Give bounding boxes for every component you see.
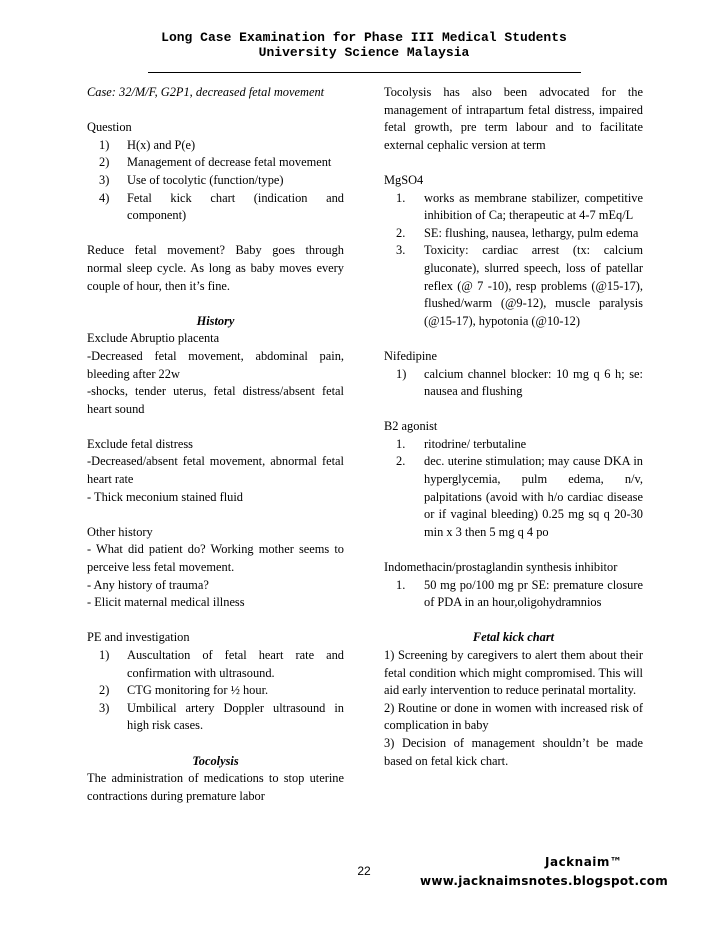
header-subtitle: University Science Malaysia [258,45,470,60]
b2-heading: B2 agonist [384,419,438,434]
tocolysis-paragraph: The administration of medications to stop uterine contractions during premature labor [87,771,344,803]
text-line: -shocks, tender uterus, fetal distress/absent fetal heart sound [87,384,344,416]
header-title: Long Case Examination for Phase III Medical Students [161,30,567,45]
list-item: 2. dec. uterine stimulation; may cause DKA in hyperglycemia, pulm edema, n/v, palpitations (avoid with h/o cardiac disease or if vaginal bleeding) 0.25 mg sq q 20-30 min x 3 then 5 mg q 4 po [396,454,643,539]
list-item: 3) Umbilical artery Doppler ultrasound in high risk cases. [99,700,344,733]
text-line: - Thick meconium stained fluid [87,489,243,504]
case-line: Case: 32/M/F, G2P1, decreased fetal movement [87,85,325,99]
list-item: 1) Auscultation of fetal heart rate and confirmation with ultrasound. [99,648,344,680]
list-item: 3) Use of tocolytic (function/type) [99,172,284,187]
b2-list [384,436,643,542]
text-line: 2) Routine or done in women with increased risk of complication in baby [384,700,643,733]
list-item: 2) CTG monitoring for ½ hour. [99,683,269,698]
question-title: Question [87,120,132,135]
pe-list [87,647,344,735]
list-item: 1. works as membrane stabilizer, competitive inhibition of Ca; therapeutic at 4-7 mEq/L [396,190,643,223]
nifedipine-list [384,366,643,401]
mgso4-list [384,190,643,331]
text-line: -Decreased fetal movement, abdominal pain, bleeding after 22w [87,348,344,381]
list-item: 1. ritodrine/ terbutaline [396,436,527,451]
brand-watermark: Jacknaim™ [545,855,623,869]
header-rule [148,72,581,73]
list-item: 1. 50 mg po/100 mg pr SE: premature closure of PDA in an hour,oligohydramnios [396,577,643,610]
tocolysis-continued: Tocolysis has also been advocated for the management of intrapartum fetal distress, impaired fetal growth, pre term labour and to facilitate external cephalic version at term [384,85,643,152]
list-item: 3. Toxicity: cardiac arrest (tx: calcium gluconate), slurred speech, loss of patellar reflex (@ 7 -10), resp problems (@15-17), flushed/warm (@9-12), muscle paralysis (@15-17), hypotonia (@10-12) [396,243,643,328]
list-item: 2) Management of decrease fetal movement [99,155,332,170]
pe-heading: PE and investigation [87,630,190,645]
text-line: - Any history of trauma? [87,577,209,592]
text-line: 1) Screening by caregivers to alert them about their fetal condition which might compromised. This will aid early intervention to reduce perinatal mortality. [384,648,643,698]
list-item: 4) Fetal kick chart (indication and component) [99,190,344,223]
mgso4-heading: MgSO4 [384,172,424,187]
text-line: Exclude fetal distress [87,436,193,451]
text-line: Other history [87,524,153,539]
document-header [0,30,728,60]
history-heading: History [196,313,235,328]
list-item: 2. SE: flushing, nausea, lethargy, pulm edema [396,225,639,240]
question-list [87,137,344,225]
indomethacin-heading: Indomethacin/prostaglandin synthesis inhibitor [384,560,618,575]
list-item: 1) calcium channel blocker: 10 mg q 6 h; se: nausea and flushing [396,366,643,399]
text-line: - Elicit maternal medical illness [87,595,245,610]
page-number: 22 [357,864,371,878]
nifedipine-heading: Nifedipine [384,348,437,363]
reduce-paragraph: Reduce fetal movement? Baby goes through normal sleep cycle. As long as baby moves every couple of hour, then it’s fine. [87,243,344,293]
text-line: 3) Decision of management shouldn’t be made based on fetal kick chart. [384,735,643,768]
url-watermark: www.jacknaimsnotes.blogspot.com [420,874,669,888]
kick-chart-heading: Fetal kick chart [472,630,555,645]
text-line: - What did patient do? Working mother seems to perceive less fetal movement. [87,542,344,575]
right-column [384,84,643,770]
left-column [87,84,344,805]
text-line: -Decreased/absent fetal movement, abnormal fetal heart rate [87,454,344,487]
indomethacin-list [384,577,643,612]
list-item: 1) H(x) and P(e) [99,137,196,152]
text-line: Exclude Abruptio placenta [87,331,220,346]
tocolysis-heading: Tocolysis [192,753,239,768]
